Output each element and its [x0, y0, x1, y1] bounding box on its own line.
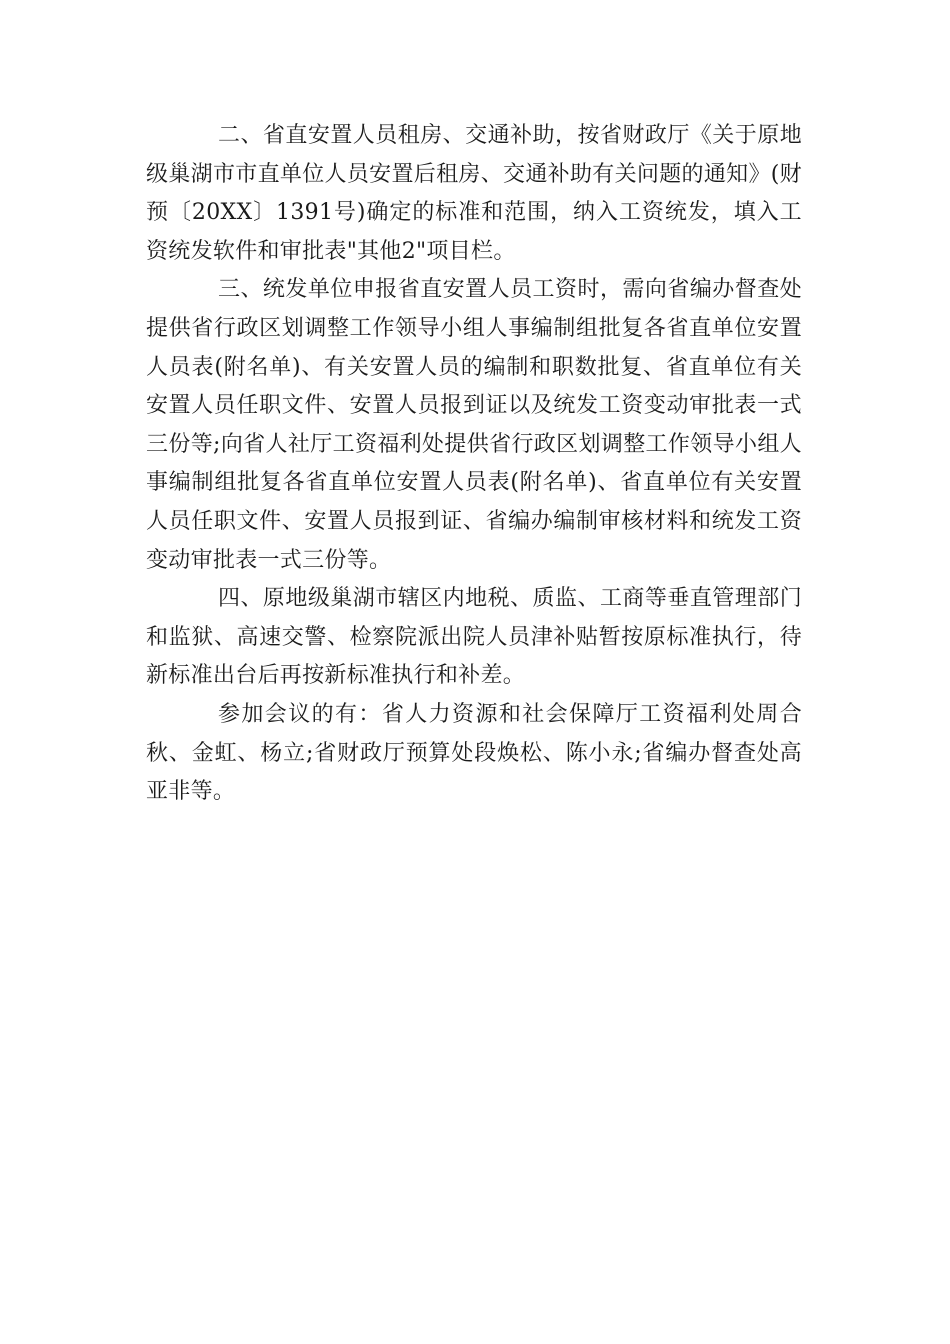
paragraph-4 — [146, 580, 802, 696]
paragraph-4-line-1: 四、原地级巢湖市辖区内地税、质监、工商等垂直管理 — [218, 586, 758, 612]
paragraph-2-line-2: 原地级巢湖市市直单位人员安置后租房、交通补助有关问题的 — [146, 123, 803, 187]
paragraph-attendees-line-2: 合秋、金虹、杨立;省财政厅预算处段焕松、陈小永;省编办督 — [146, 701, 802, 766]
paragraph-4-line-2: 部门和监狱、高速交警、检察院派出院人员津补贴暂按原标准 — [146, 586, 803, 650]
document-body — [146, 117, 802, 812]
paragraph-2 — [146, 117, 802, 271]
paragraph-2-line-1: 二、省直安置人员租房、交通补助，按省财政厅《关于 — [218, 123, 758, 148]
paragraph-3 — [146, 271, 802, 580]
paragraph-3-line-6: 划调整工作领导小组人事编制组批复各省直单位安置人员表(附 — [146, 431, 802, 496]
paragraph-3-line-4: 省直单位有关安置人员任职文件、安置人员报到证以及统发工 — [146, 354, 802, 419]
paragraph-4-line-3: 执行，待新标准出台后再按新标准执行和补差。 — [146, 624, 802, 689]
paragraph-3-line-3: 单位安置人员表(附名单)、有关安置人员的编制和职数批复、 — [146, 315, 802, 380]
paragraph-attendees — [146, 696, 802, 812]
paragraph-3-line-2: 查处提供省行政区划调整工作领导小组人事编制组批复各省直 — [146, 277, 803, 341]
paragraph-2-line-4: 发，填入工资统发软件和审批表"其他2"项目栏。 — [146, 200, 802, 264]
paragraph-attendees-line-3: 查处高亚非等。 — [146, 740, 802, 805]
paragraph-attendees-line-1: 参加会议的有：省人力资源和社会保障厅工资福利处周 — [218, 701, 780, 727]
paragraph-3-line-7: 名单)、省直单位有关安置人员任职文件、安置人员报到证、省 — [146, 470, 803, 534]
paragraph-3-line-8: 编办编制审核材料和统发工资变动审批表一式三份等。 — [146, 508, 802, 573]
paragraph-3-line-5: 资变动审批表一式三份等;向省人社厅工资福利处提供省行政区 — [146, 393, 802, 457]
paragraph-3-line-1: 三、统发单位申报省直安置人员工资时，需向省编办督 — [218, 277, 758, 303]
paragraph-2-line-3: 通知》(财预〔20XX〕1391号)确定的标准和范围，纳入工资统 — [146, 161, 802, 226]
